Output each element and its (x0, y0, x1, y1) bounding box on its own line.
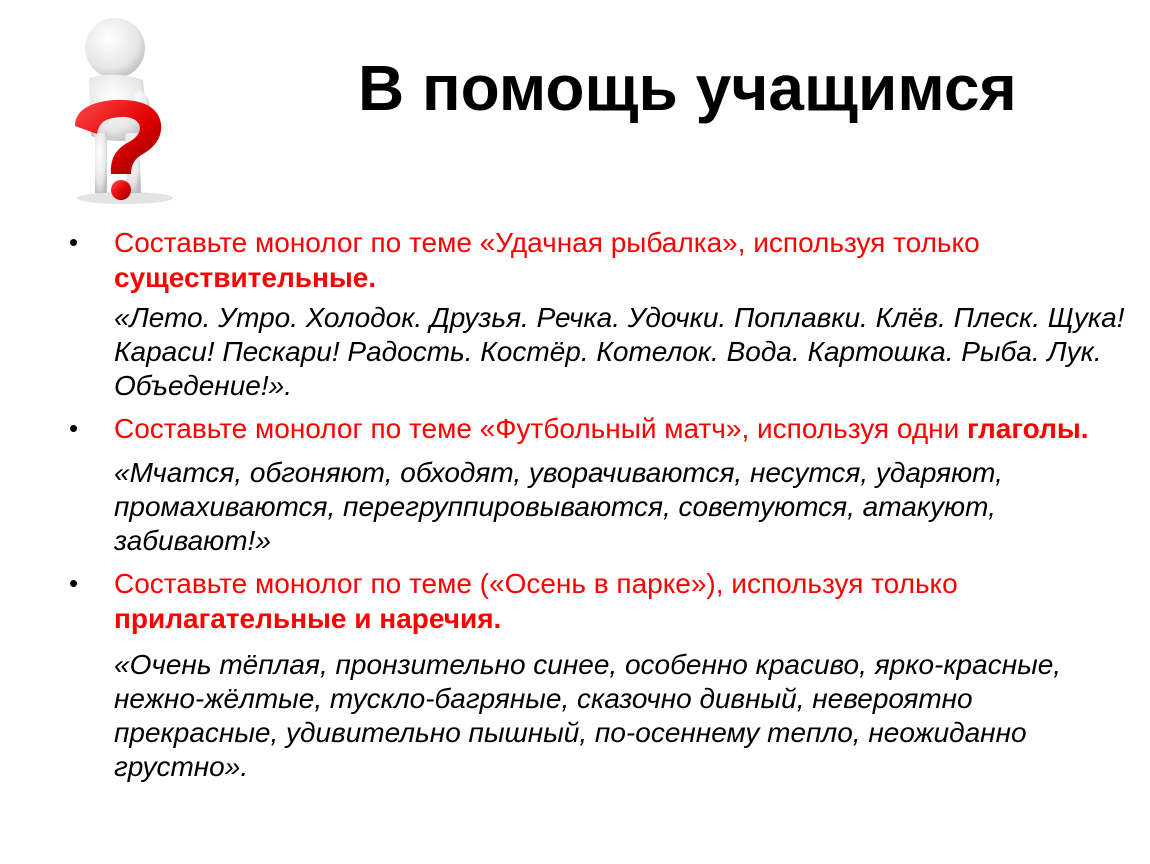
example-text-nouns (66, 301, 1141, 403)
item-text: Составьте монолог по теме «Удачная рыбалка», используя только (114, 227, 980, 258)
slide-title: В помощь учащимся (358, 52, 1017, 124)
item-text: Составьте монолог по теме «Футбольный матч», используя одни (114, 413, 968, 444)
item-highlight: существительные. (114, 262, 377, 293)
bullet-marker: • (69, 227, 79, 257)
item-highlight: прилагательные и наречия. (114, 603, 502, 634)
bullet-item-adjectives (66, 566, 1141, 636)
item-text: Составьте монолог по теме («Осень в парке»), используя только (114, 568, 958, 599)
example-quote: «Лето. Утро. Холодок. Друзья. Речка. Удочки. Поплавки. Клёв. Плеск. Щука! Караси! Пескари! Радость. Костёр. Котелок. Вода. Картошка. Рыба. Лук. Объедение!». (114, 302, 1125, 401)
bullet-marker: • (69, 413, 79, 443)
slide-content (66, 225, 1141, 792)
question-mark-figure-icon (45, 8, 195, 208)
bullet-marker: • (69, 568, 79, 598)
example-quote: «Очень тёплая, пронзительно синее, особенно красиво, ярко-красные, нежно-жёлтые, тускло-багряные, сказочно дивный, невероятно прекрасные, удивительно пышный, по-осеннему тепло, неожиданно грустно». (114, 649, 1062, 782)
example-text-verbs (66, 456, 1141, 558)
item-highlight: глаголы. (967, 413, 1089, 444)
example-quote: «Мчатся, обгоняют, обходят, уворачиваются, несутся, ударяют, промахиваются, перегруппировываются, советуются, атакуют, забивают!» (114, 457, 1003, 556)
bullet-item-verbs (66, 411, 1141, 446)
bullet-item-nouns (66, 225, 1141, 295)
example-text-adjectives (66, 648, 1141, 784)
